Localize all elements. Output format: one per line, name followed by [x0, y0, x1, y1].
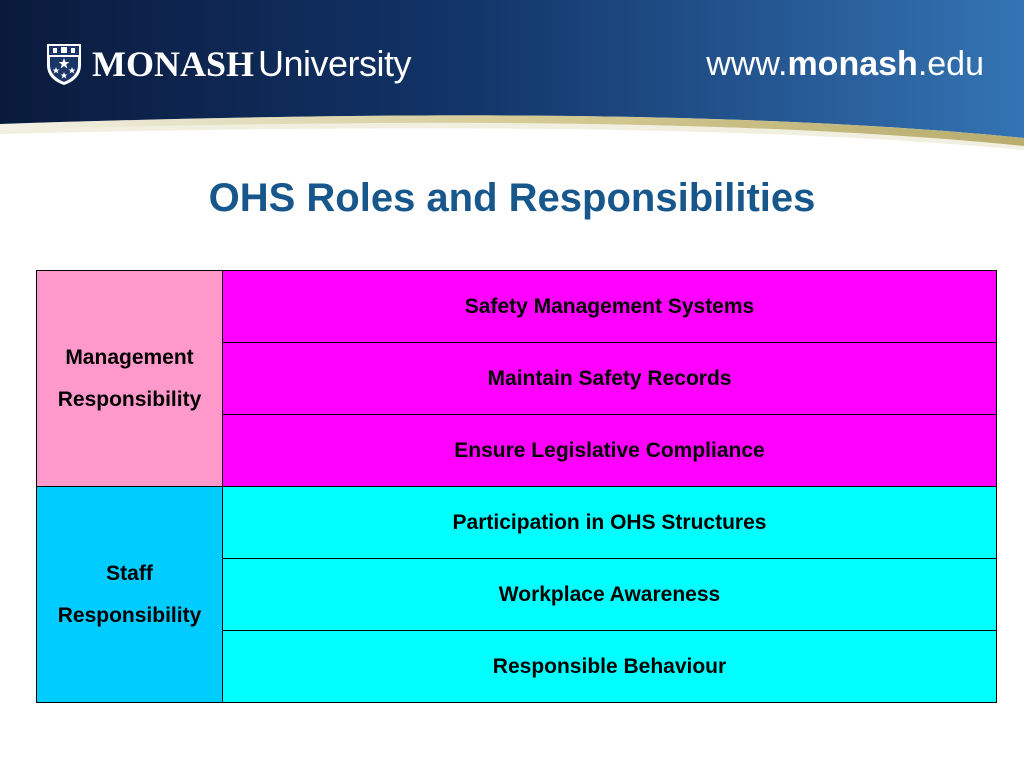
management-label-line1: Management [65, 345, 194, 369]
management-item-cell: Safety Management Systems [223, 271, 997, 343]
table-row [37, 487, 997, 559]
website-suffix: .edu [917, 45, 984, 83]
logo-light-text: University [258, 43, 412, 84]
management-item-cell: Maintain Safety Records [223, 343, 997, 415]
monash-logo[interactable] [44, 40, 411, 88]
staff-label-line2: Responsibility [57, 603, 202, 627]
staff-item-cell: Responsible Behaviour [223, 631, 997, 703]
staff-item-cell: Participation in OHS Structures [223, 487, 997, 559]
slide-title: OHS Roles and Responsibilities [208, 176, 816, 220]
management-label-line2: Responsibility [57, 387, 202, 411]
management-responsibility-cell [37, 271, 223, 487]
table-row [37, 271, 997, 343]
management-item-cell: Ensure Legislative Compliance [223, 415, 997, 487]
logo-wordmark [92, 41, 411, 87]
monash-crest-icon [44, 41, 84, 87]
logo-strong-text: MONASH [92, 44, 254, 84]
website-bold: monash [787, 45, 918, 83]
header-banner [0, 0, 1024, 160]
staff-item-cell: Workplace Awareness [223, 559, 997, 631]
website-prefix: www. [706, 45, 788, 83]
website-url[interactable] [706, 42, 984, 86]
responsibilities-table [36, 270, 997, 703]
staff-responsibility-cell [37, 487, 223, 703]
staff-label-line1: Staff [106, 561, 153, 585]
